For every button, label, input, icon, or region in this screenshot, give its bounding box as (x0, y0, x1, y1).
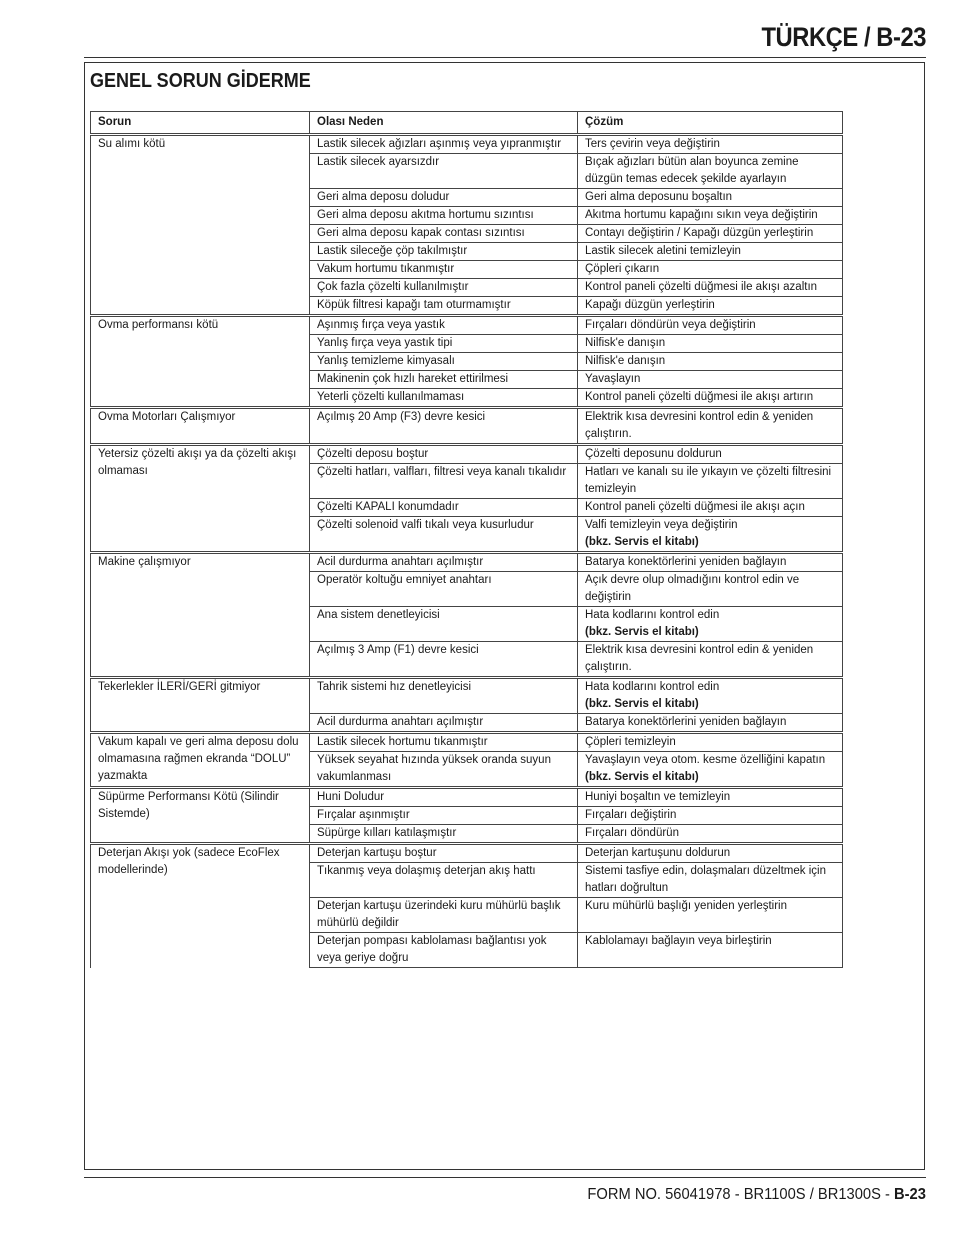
cause-cell: Vakum hortumu tıkanmıştır (310, 261, 578, 279)
cause-cell: Huni Doludur (310, 788, 578, 807)
solution-cell (578, 863, 843, 898)
solution-note: (bkz. Servis el kitabı) (585, 536, 699, 548)
solution-cell (578, 353, 843, 371)
cause-cell: Çözelti KAPALI konumdadır (310, 499, 578, 517)
solution-note: (bkz. Servis el kitabı) (585, 771, 699, 783)
cause-cell: Ana sistem denetleyicisi (310, 607, 578, 642)
cause-cell: Açılmış 20 Amp (F3) devre kesici (310, 408, 578, 445)
table-row (91, 844, 843, 863)
solution-text: Çöpleri temizleyin (585, 736, 676, 748)
solution-text: Yavaşlayın (585, 373, 641, 385)
cause-cell: Tahrik sistemi hız denetleyicisi (310, 678, 578, 714)
cause-cell: Aşınmış fırça veya yastık (310, 316, 578, 335)
cause-cell: Makinenin çok hızlı hareket ettirilmesi (310, 371, 578, 389)
solution-text: Fırçaları döndürün (585, 827, 679, 839)
cause-cell: Yanlış temizleme kimyasalı (310, 353, 578, 371)
solution-text: Bıçak ağızları bütün alan boyunca zemine düzgün temas edecek şekilde ayarlayın (585, 156, 799, 185)
solution-cell (578, 553, 843, 572)
solution-text: Batarya konektörlerini yeniden bağlayın (585, 556, 787, 568)
problem-cell: Yetersiz çözelti akışı ya da çözelti akışı olmaması (91, 445, 310, 553)
solution-cell (578, 752, 843, 788)
cause-cell: Süpürge kılları katılaşmıştır (310, 825, 578, 844)
solution-cell (578, 733, 843, 752)
solution-cell (578, 243, 843, 261)
solution-cell (578, 517, 843, 553)
footer-divider (84, 1177, 926, 1178)
problem-cell: Tekerlekler İLERİ/GERİ gitmiyor (91, 678, 310, 733)
solution-cell (578, 933, 843, 968)
page-header-title: TÜRKÇE / B-23 (761, 22, 926, 52)
problem-cell: Süpürme Performansı Kötü (Silindir Sistemde) (91, 788, 310, 844)
troubleshooting-table (90, 111, 843, 968)
solution-cell (578, 225, 843, 243)
column-header-solution: Çözüm (578, 112, 843, 135)
cause-cell: Lastik sileceğe çöp takılmıştır (310, 243, 578, 261)
footer-page-number: B-23 (894, 1186, 926, 1203)
cause-cell: Fırçalar aşınmıştır (310, 807, 578, 825)
solution-text: Çöpleri çıkarın (585, 263, 660, 275)
solution-note: (bkz. Servis el kitabı) (585, 698, 699, 710)
cause-cell: Geri alma deposu kapak contası sızıntısı (310, 225, 578, 243)
solution-cell (578, 279, 843, 297)
solution-text: Batarya konektörlerini yeniden bağlayın (585, 716, 787, 728)
solution-cell (578, 499, 843, 517)
cause-cell: Açılmış 3 Amp (F1) devre kesici (310, 642, 578, 678)
cause-cell: Geri alma deposu akıtma hortumu sızıntısı (310, 207, 578, 225)
column-header-problem: Sorun (91, 112, 310, 135)
problem-cell: Ovma performansı kötü (91, 316, 310, 408)
table-row (91, 445, 843, 464)
solution-cell (578, 825, 843, 844)
solution-text: Valfi temizleyin veya değiştirin (585, 519, 738, 531)
column-header-cause: Olası Neden (310, 112, 578, 135)
solution-text: Elektrik kısa devresini kontrol edin & yeniden çalıştırın. (585, 411, 814, 440)
solution-text: Huniyi boşaltın ve temizleyin (585, 791, 731, 803)
solution-text: Deterjan kartuşunu doldurun (585, 847, 731, 859)
solution-cell (578, 464, 843, 499)
solution-cell (578, 371, 843, 389)
solution-text: Açık devre olup olmadığını kontrol edin ve değiştirin (585, 574, 800, 603)
solution-cell (578, 207, 843, 225)
cause-cell: Lastik silecek ağızları aşınmış veya yıpranmıştır (310, 135, 578, 154)
table-row (91, 733, 843, 752)
table-row (91, 678, 843, 714)
solution-cell (578, 389, 843, 408)
problem-cell: Su alımı kötü (91, 135, 310, 316)
solution-cell (578, 261, 843, 279)
solution-text: Kontrol paneli çözelti düğmesi ile akışı azaltın (585, 281, 818, 293)
solution-cell (578, 714, 843, 733)
solution-text: Kapağı düzgün yerleştirin (585, 299, 715, 311)
cause-cell: Çözelti deposu boştur (310, 445, 578, 464)
page-footer (588, 1186, 926, 1204)
table-row (91, 316, 843, 335)
solution-text: Hata kodlarını kontrol edin (585, 609, 720, 621)
solution-text: Ters çevirin veya değiştirin (585, 138, 720, 150)
cause-cell: Köpük filtresi kapağı tam oturmamıştır (310, 297, 578, 316)
footer-form-number: FORM NO. 56041978 - BR1100S / BR1300S - (587, 1186, 895, 1203)
table-row (91, 408, 843, 445)
solution-text: Kontrol paneli çözelti düğmesi ile akışı artırın (585, 391, 814, 403)
cause-cell: Deterjan pompası kablolaması bağlantısı yok veya geriye doğru (310, 933, 578, 968)
cause-cell: Operatör koltuğu emniyet anahtarı (310, 572, 578, 607)
table-row (91, 788, 843, 807)
solution-text: Sistemi tasfiye edin, dolaşmaları düzeltmek için hatları doğrultun (585, 865, 826, 894)
table-header-row (91, 112, 843, 135)
table-body (91, 135, 843, 968)
cause-cell: Çözelti solenoid valfi tıkalı veya kusurludur (310, 517, 578, 553)
problem-cell: Vakum kapalı ve geri alma deposu dolu olmamasına rağmen ekranda “DOLU” yazmakta (91, 733, 310, 788)
problem-cell: Makine çalışmıyor (91, 553, 310, 678)
cause-cell: Acil durdurma anahtarı açılmıştır (310, 714, 578, 733)
cause-cell: Lastik silecek ayarsızdır (310, 154, 578, 189)
cause-cell: Deterjan kartuşu boştur (310, 844, 578, 863)
solution-cell (578, 316, 843, 335)
problem-cell: Ovma Motorları Çalışmıyor (91, 408, 310, 445)
solution-text: Kablolamayı bağlayın veya birleştirin (585, 935, 772, 947)
solution-cell (578, 408, 843, 445)
cause-cell: Geri alma deposu doludur (310, 189, 578, 207)
solution-text: Nilfisk'e danışın (585, 355, 666, 367)
cause-cell: Çok fazla çözelti kullanılmıştır (310, 279, 578, 297)
solution-cell (578, 135, 843, 154)
cause-cell: Tıkanmış veya dolaşmış deterjan akış hattı (310, 863, 578, 898)
solution-cell (578, 678, 843, 714)
solution-text: Hatları ve kanalı su ile yıkayın ve çözelti filtresini temizleyin (585, 466, 832, 495)
cause-cell: Yanlış fırça veya yastık tipi (310, 335, 578, 353)
solution-text: Fırçaları değiştirin (585, 809, 677, 821)
solution-text: Elektrik kısa devresini kontrol edin & yeniden çalıştırın. (585, 644, 814, 673)
solution-text: Nilfisk'e danışın (585, 337, 666, 349)
solution-text: Fırçaları döndürün veya değiştirin (585, 319, 756, 331)
section-title: GENEL SORUN GİDERME (90, 70, 311, 92)
cause-cell: Çözelti hatları, valfları, filtresi veya kanalı tıkalıdır (310, 464, 578, 499)
problem-cell: Deterjan Akışı yok (sadece EcoFlex modellerinde) (91, 844, 310, 968)
cause-cell: Yeterli çözelti kullanılmaması (310, 389, 578, 408)
solution-cell (578, 788, 843, 807)
solution-cell (578, 154, 843, 189)
solution-text: Yavaşlayın veya otom. kesme özelliğini kapatın (585, 754, 826, 766)
solution-cell (578, 844, 843, 863)
solution-text: Lastik silecek aletini temizleyin (585, 245, 741, 257)
solution-text: Kuru mühürlü başlığı yeniden yerleştirin (585, 900, 787, 912)
solution-note: (bkz. Servis el kitabı) (585, 626, 699, 638)
header-divider (84, 57, 926, 58)
solution-text: Geri alma deposunu boşaltın (585, 191, 733, 203)
solution-text: Contayı değiştirin / Kapağı düzgün yerleştirin (585, 227, 814, 239)
cause-cell: Deterjan kartuşu üzerindeki kuru mühürlü başlık mühürlü değildir (310, 898, 578, 933)
solution-text: Hata kodlarını kontrol edin (585, 681, 720, 693)
cause-cell: Acil durdurma anahtarı açılmıştır (310, 553, 578, 572)
solution-cell (578, 642, 843, 678)
solution-cell (578, 898, 843, 933)
solution-cell (578, 607, 843, 642)
solution-cell (578, 189, 843, 207)
solution-cell (578, 445, 843, 464)
solution-cell (578, 335, 843, 353)
cause-cell: Yüksek seyahat hızında yüksek oranda suyun vakumlanması (310, 752, 578, 788)
solution-text: Çözelti deposunu doldurun (585, 448, 722, 460)
table-row (91, 553, 843, 572)
table-row (91, 135, 843, 154)
solution-cell (578, 297, 843, 316)
solution-text: Kontrol paneli çözelti düğmesi ile akışı açın (585, 501, 805, 513)
solution-cell (578, 572, 843, 607)
cause-cell: Lastik silecek hortumu tıkanmıştır (310, 733, 578, 752)
solution-cell (578, 807, 843, 825)
solution-text: Akıtma hortumu kapağını sıkın veya değiştirin (585, 209, 818, 221)
